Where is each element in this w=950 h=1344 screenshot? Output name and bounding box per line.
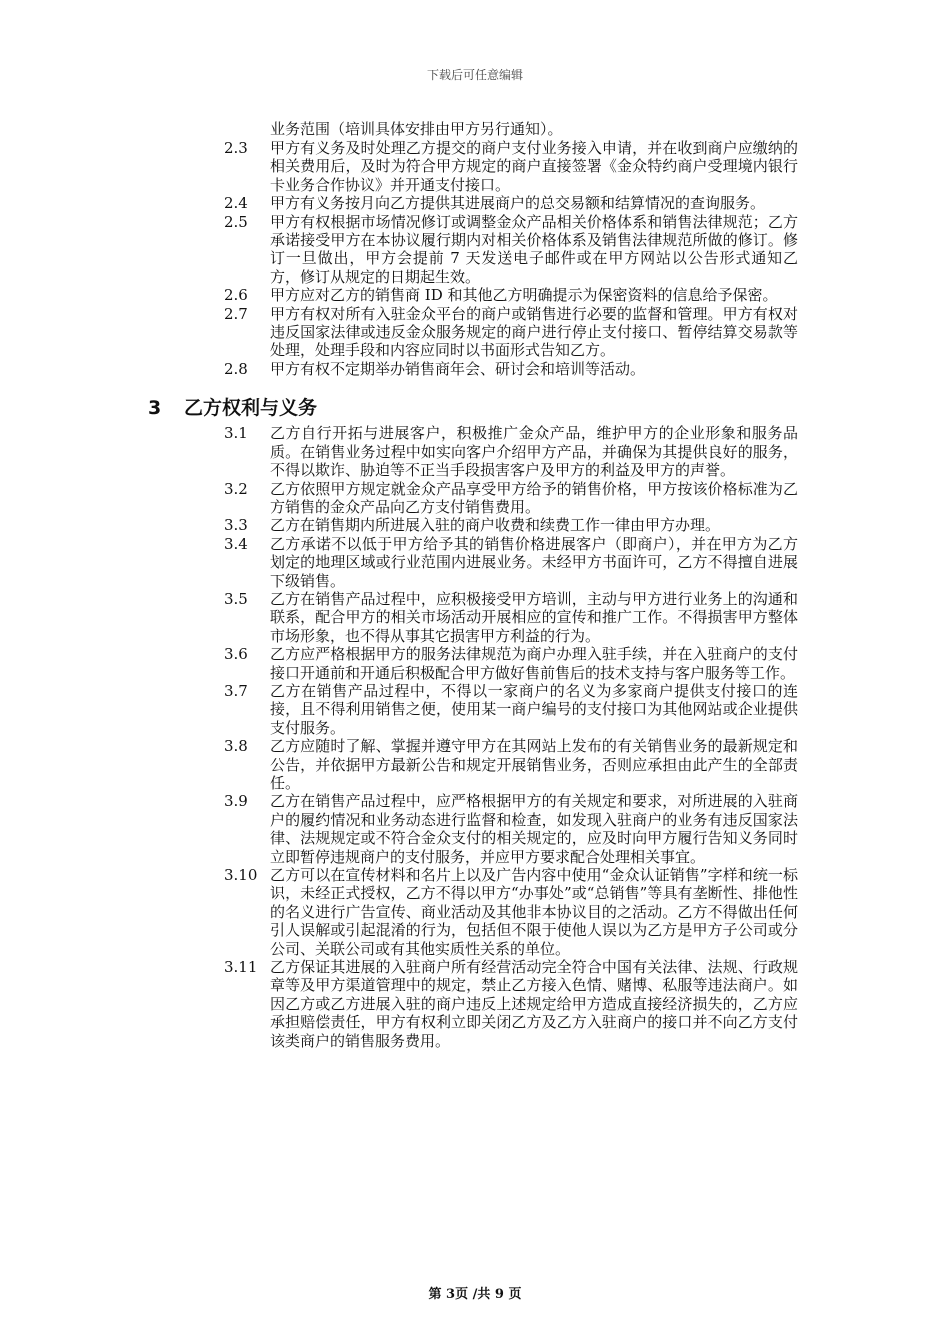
clause-text: 乙方可以在宣传材料和名片上以及广告内容中使用“金众认证销售”字样和统一标识，未经正式授权，乙方不得以甲方“办事处”或“总销售”等具有垄断性、排他性的名义进行广告宣传、商业活动及其他非本协议目的之活动。乙方不得做出任何引人误解或引起混淆的行为，包括但不限于使他人误以为乙方是甲方子公司或分公司、关联公司或有其他实质性关系的单位。 [270, 866, 798, 958]
clause-text: 甲方有权根据市场情况修订或调整金众产品相关价格体系和销售法律规范；乙方承诺接受甲方在本协议履行期内对相关价格体系及销售法律规范所做的修订。修订一旦做出，甲方会提前 7 天发送电子邮件或在甲方网站以公告形式通知乙方，修订从规定的日期起生效。 [270, 212, 798, 286]
clause [148, 535, 798, 590]
section-heading [148, 396, 798, 420]
clause [148, 792, 798, 866]
clause-number: 3.1 [224, 424, 248, 443]
clause-number: 2.8 [224, 359, 248, 378]
clause [148, 360, 798, 378]
clause [148, 305, 798, 360]
clause [148, 480, 798, 517]
clause-number: 2.3 [224, 139, 248, 157]
clause [148, 194, 798, 212]
clause-text: 甲方有义务按月向乙方提供其进展商户的总交易额和结算情况的查询服务。 [270, 194, 766, 213]
clause-number: 3.3 [224, 516, 248, 535]
clause-number: 3.5 [224, 589, 248, 608]
section-title: 乙方权利与义务 [184, 397, 318, 420]
clause-text: 乙方自行开拓与进展客户，积极推广金众产品，维护甲方的企业形象和服务品质。在销售业务过程中如实向客户介绍甲方产品，并确保为其提供良好的服务，不得以欺诈、胁迫等不正当手段损害客户及甲方的利益及甲方的声誉。 [270, 424, 798, 480]
clause [148, 590, 798, 645]
clause-number: 3.7 [224, 681, 248, 700]
clause-text: 甲方有义务及时处理乙方提交的商户支付业务接入申请，并在收到商户应缴纳的相关费用后，及时为符合甲方规定的商户直接签署《金众特约商户受理境内银行卡业务合作协议》并开通支付接口。 [270, 139, 798, 194]
clause [148, 866, 798, 958]
clause-number: 2.6 [224, 286, 248, 305]
section-number: 3 [148, 397, 162, 420]
clause-text: 乙方在销售产品过程中，不得以一家商户的名义为多家商户提供支付接口的连接，且不得利用销售之便，使用某一商户编号的支付接口为其他网站或企业提供支付服务。 [270, 681, 798, 737]
clause-number: 3.4 [224, 534, 248, 553]
clause-list-section-3 [148, 424, 798, 1050]
clause-text: 乙方在销售产品过程中，应严格根据甲方的有关规定和要求，对所进展的入驻商户的履约情况和业务动态进行监督和检查，如发现入驻商户的业务有违反国家法律、法规规定或不符合金众支付的相关规定的，应及时向甲方履行告知义务同时立即暂停违规商户的支付服务，并应甲方要求配合处理相关事宜。 [270, 792, 798, 866]
clause-text: 乙方保证其进展的入驻商户所有经营活动完全符合中国有关法律、法规、行政规章等及甲方渠道管理中的规定，禁止乙方接入色情、赌博、私服等违法商户。如因乙方或乙方进展入驻的商户违反上述规定给甲方造成直接经济损失的，乙方应承担赔偿责任，甲方有权利立即关闭乙方及乙方入驻商户的接口并不向乙方支付该类商户的销售服务费用。 [270, 958, 798, 1050]
clause-number: 2.5 [224, 212, 248, 231]
clause-text: 乙方承诺不以低于甲方给予其的销售价格进展客户（即商户），并在甲方为乙方划定的地理区域或行业范围内进展业务。未经甲方书面许可，乙方不得擅自进展下级销售。 [270, 534, 798, 590]
clause [148, 682, 798, 737]
clause-number: 3.2 [224, 479, 248, 498]
clause [148, 139, 798, 194]
continued-text: 业务范围（培训具体安排由甲方另行通知）。 [270, 120, 563, 138]
clause-number: 3.8 [224, 737, 248, 756]
clause [148, 958, 798, 1050]
clause [148, 286, 798, 304]
clause-text: 甲方有权对所有入驻金众平台的商户或销售进行必要的监督和管理。甲方有权对违反国家法律或违反金众服务规定的商户进行停止支付接口、暂停结算交易款等处理，处理手段和内容应同时以书面形式告知乙方。 [270, 304, 798, 360]
clause-text: 甲方有权不定期举办销售商年会、研讨会和培训等活动。 [270, 359, 646, 378]
clause-number: 3.11 [224, 958, 258, 977]
page-header: 下载后可任意编辑 [426, 68, 523, 82]
page-footer: 第 3页 /共 9 页 [428, 1287, 522, 1302]
clause-number: 3.6 [224, 645, 248, 664]
clause-text: 乙方在销售期内所进展入驻的商户收费和续费工作一律由甲方办理。 [270, 516, 721, 535]
clause-text: 乙方在销售产品过程中，应积极接受甲方培训，主动与甲方进行业务上的沟通和联系，配合甲方的相关市场活动开展相应的宣传和推广工作。不得损害甲方整体市场形象，也不得从事其它损害甲方利益的行为。 [270, 589, 798, 645]
clause [148, 516, 798, 534]
clause-text: 甲方应对乙方的销售商 ID 和其他乙方明确提示为保密资料的信息给予保密。 [270, 286, 778, 305]
clause-number: 3.9 [224, 792, 248, 811]
clause [148, 424, 798, 479]
clause [148, 645, 798, 682]
clause-list-section-2 [148, 139, 798, 378]
document-body [148, 120, 798, 1050]
clause-text: 乙方依照甲方规定就金众产品享受甲方给予的销售价格，甲方按该价格标准为乙方销售的金众产品向乙方支付销售费用。 [270, 479, 798, 516]
clause-number: 3.10 [224, 866, 258, 885]
clause-text: 乙方应严格根据甲方的服务法律规范为商户办理入驻手续，并在入驻商户的支付接口开通前和开通后积极配合甲方做好售前售后的技术支持与客户服务等工作。 [270, 645, 798, 682]
clause-text: 乙方应随时了解、掌握并遵守甲方在其网站上发布的有关销售业务的最新规定和公告，并依据甲方最新公告和规定开展销售业务，否则应承担由此产生的全部责任。 [270, 737, 798, 792]
clause-number: 2.7 [224, 304, 248, 323]
clause-number: 2.4 [224, 194, 248, 213]
clause [148, 213, 798, 287]
clause [148, 737, 798, 792]
